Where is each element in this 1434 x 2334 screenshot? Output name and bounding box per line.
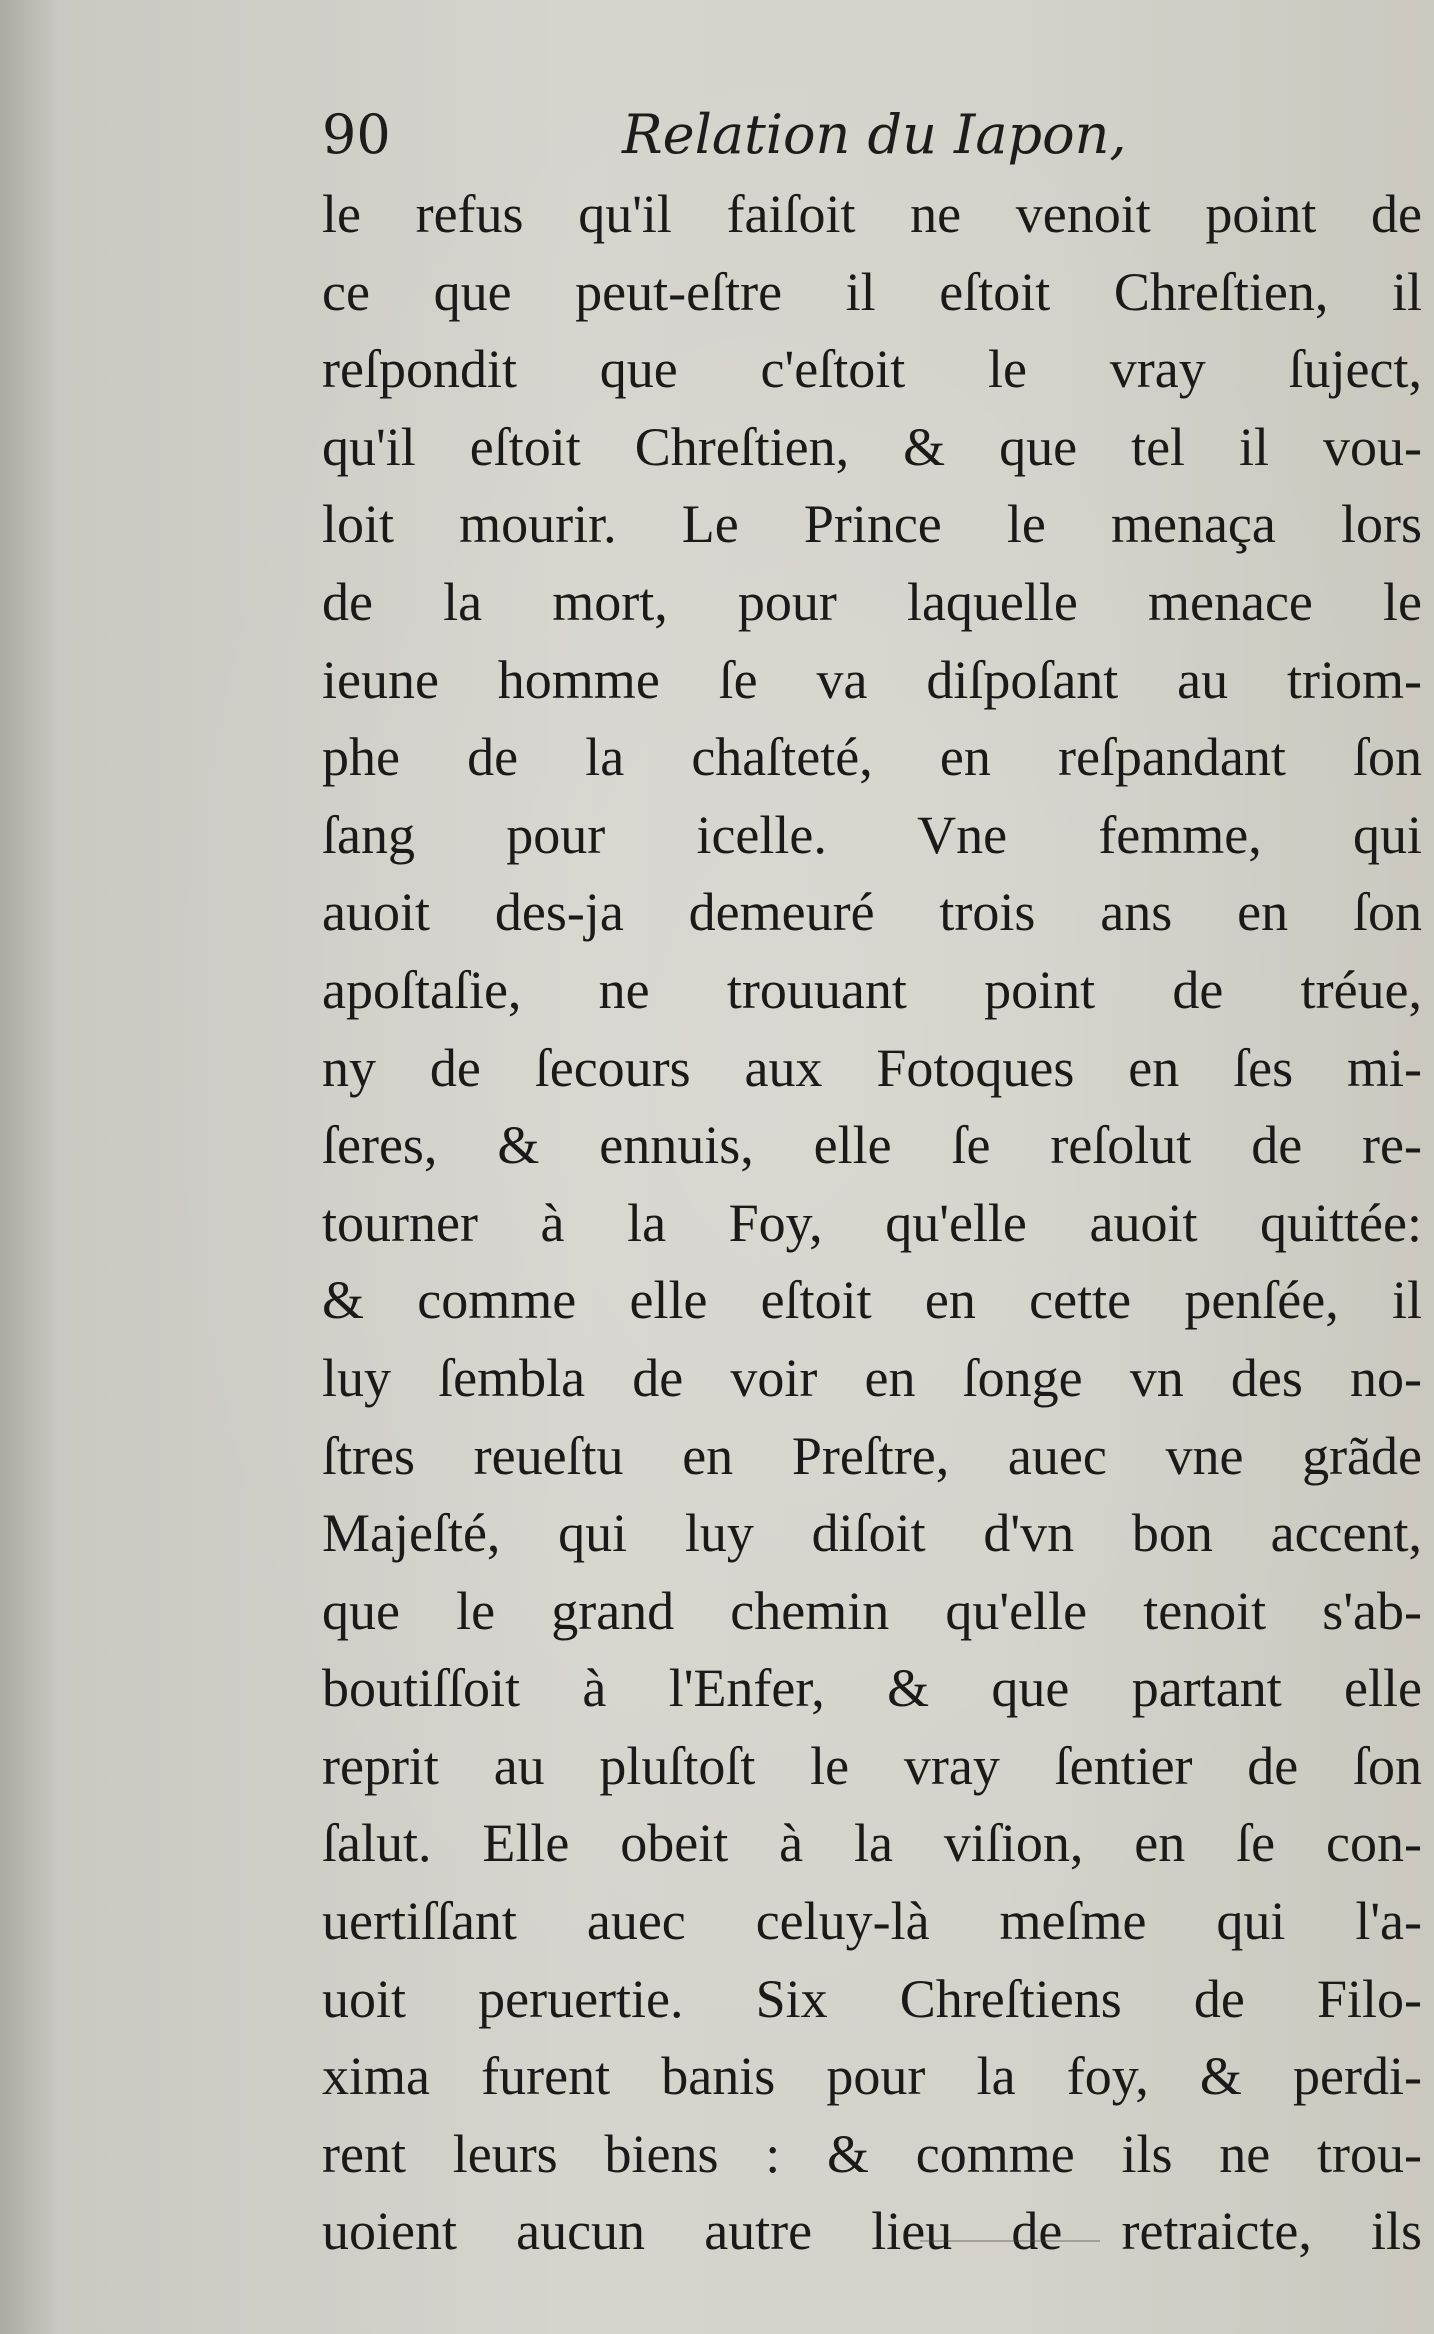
page-fold-shadow [0,0,60,2334]
body-text [322,176,1422,2271]
text-line: auoit des-ja demeuré trois ans en ſon [322,882,1422,943]
text-line: xima furent banis pour la foy, & perdi- [322,2046,1422,2107]
bottom-rule [920,2240,1100,2242]
text-line: uoit peruertie. Six Chreſtiens de Filo- [322,1968,1422,2029]
text-line: loit mourir. Le Prince le menaça lors [322,494,1422,555]
text-line: rent leurs biens : & comme ils ne trou- [322,2123,1422,2184]
text-line: ieune homme ſe va diſpoſant au triom- [322,649,1422,710]
text-line: le refus qu'il faiſoit ne venoit point de [322,184,1422,244]
text-line: ſeres, & ennuis, elle ſe reſolut de re- [322,1115,1422,1176]
running-title: Relation du Iapon, [622,103,1127,166]
text-line: & comme elle eſtoit en cette penſée, il [322,1270,1422,1331]
text-line: tourner à la Foy, qu'elle auoit quittée: [322,1192,1422,1253]
text-line: Majeſté, qui luy diſoit d'vn bon accent, [322,1503,1422,1564]
text-line: ny de ſecours aux Fotoques en ſes mi- [322,1037,1422,1098]
text-line: reſpondit que c'eſtoit le vray ſuject, [322,339,1422,400]
text-line: boutiſſoit à l'Enfer, & que partant elle [322,1658,1422,1719]
text-line: qu'il eſtoit Chreſtien, & que tel il vou- [322,416,1422,477]
text-line: ce que peut-eſtre il eſtoit Chreſtien, il [322,261,1422,322]
text-line: reprit au pluſtoſt le vray ſentier de ſon [322,1735,1422,1796]
text-line: apoſtaſie, ne trouuant point de tréue, [322,959,1422,1020]
page-header [322,100,1422,170]
text-line: uertiſſant auec celuy-là meſme qui l'a- [322,1891,1422,1952]
text-line: ſalut. Elle obeit à la viſion, en ſe con- [322,1813,1422,1874]
text-line: luy ſembla de voir en ſonge vn des no- [322,1347,1422,1408]
page-number: 90 [322,103,391,166]
text-line: phe de la chaſteté, en reſpandant ſon [322,727,1422,788]
text-line: que le grand chemin qu'elle tenoit s'ab- [322,1580,1422,1641]
text-line: ſtres reueſtu en Preſtre, auec vne grãde [322,1425,1422,1486]
text-line: uoient aucun autre lieu de retraicte, ils [322,2201,1422,2262]
text-line: de la mort, pour laquelle menace le [322,571,1422,632]
text-line: ſang pour icelle. Vne femme, qui [322,804,1422,865]
